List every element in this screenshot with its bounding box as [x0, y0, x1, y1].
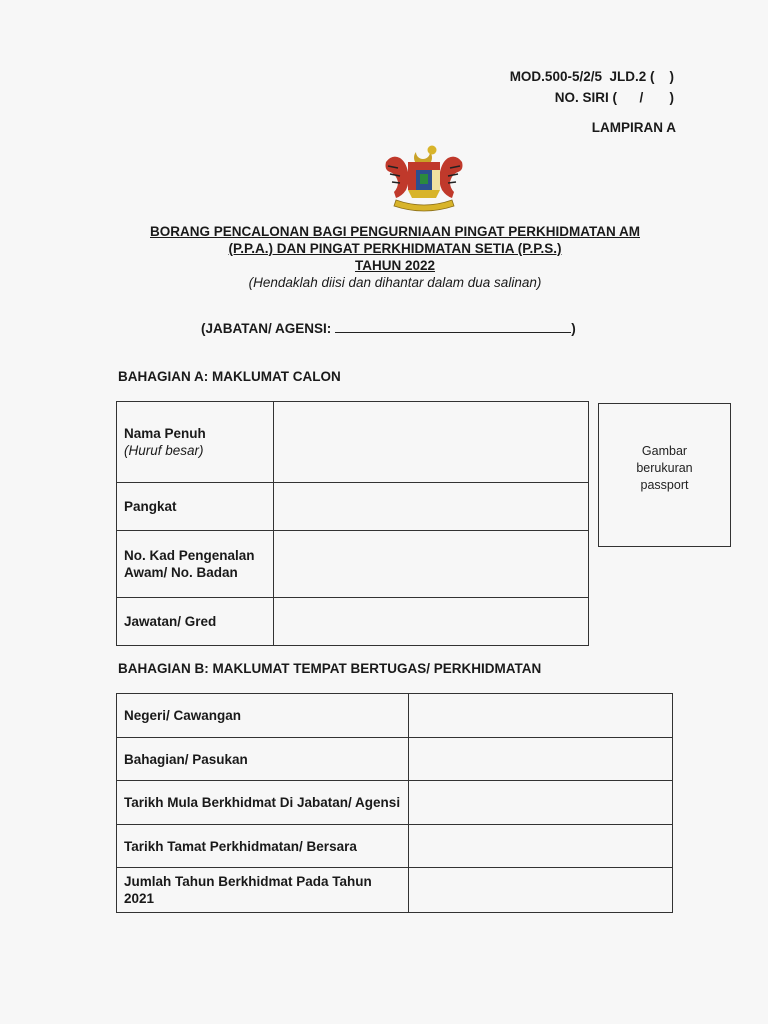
- table-row: [117, 483, 589, 531]
- full-name-field[interactable]: [274, 402, 589, 483]
- agency-label: (JABATAN/ AGENSI:: [201, 321, 332, 336]
- table-row: [117, 868, 673, 913]
- service-end-label: Tarikh Tamat Perkhidmatan/ Bersara: [117, 825, 409, 868]
- agency-line: [201, 320, 576, 336]
- title-line-3: TAHUN 2022: [354, 258, 436, 273]
- state-branch-field[interactable]: [409, 694, 673, 738]
- position-grade-label: Jawatan/ Gred: [117, 598, 274, 646]
- service-start-field[interactable]: [409, 781, 673, 825]
- division-unit-field[interactable]: [409, 738, 673, 781]
- reference-number: [510, 66, 674, 108]
- table-row: [117, 694, 673, 738]
- division-unit-label: Bahagian/ Pasukan: [117, 738, 409, 781]
- agency-blank-field[interactable]: [335, 320, 571, 333]
- section-a-title: BAHAGIAN A: MAKLUMAT CALON: [118, 369, 341, 384]
- total-years-field[interactable]: [409, 868, 673, 913]
- position-grade-field[interactable]: [274, 598, 589, 646]
- title-line-2: (P.P.A.) DAN PINGAT PERKHIDMATAN SETIA (P.P.S.): [228, 241, 562, 256]
- table-row: [117, 825, 673, 868]
- section-b-title: BAHAGIAN B: MAKLUMAT TEMPAT BERTUGAS/ PERKHIDMATAN: [118, 661, 542, 676]
- file-reference: MOD.500-5/2/5 JLD.2 ( ): [509, 69, 674, 84]
- full-name-label-text: Nama Penuh: [124, 426, 206, 441]
- full-name-label: [117, 402, 274, 483]
- table-row: [117, 781, 673, 825]
- table-row: [117, 738, 673, 781]
- attachment-label: LAMPIRAN A: [591, 120, 676, 135]
- state-branch-label: Negeri/ Cawangan: [117, 694, 409, 738]
- service-info-table: [116, 693, 673, 913]
- serial-number: NO. SIRI ( / ): [554, 90, 674, 105]
- id-number-field[interactable]: [274, 531, 589, 598]
- malaysia-coat-of-arms-icon: [376, 142, 472, 212]
- table-row: [117, 598, 589, 646]
- service-start-label: Tarikh Mula Berkhidmat Di Jabatan/ Agensi: [117, 781, 409, 825]
- photo-box-line-3: passport: [640, 478, 689, 492]
- photo-box-line-2: berukuran: [636, 461, 693, 475]
- service-end-field[interactable]: [409, 825, 673, 868]
- total-years-label: Jumlah Tahun Berkhidmat Pada Tahun 2021: [117, 868, 409, 913]
- agency-close-paren: ): [571, 321, 576, 336]
- passport-photo-box[interactable]: [598, 403, 731, 547]
- id-number-label: No. Kad Pengenalan Awam/ No. Badan: [117, 531, 274, 598]
- full-name-sublabel: (Huruf besar): [124, 443, 204, 458]
- form-title: [0, 223, 768, 291]
- rank-label: Pangkat: [117, 483, 274, 531]
- rank-field[interactable]: [274, 483, 589, 531]
- title-line-1: BORANG PENCALONAN BAGI PENGURNIAAN PINGAT PERKHIDMATAN AM: [150, 224, 640, 239]
- title-note: (Hendaklah diisi dan dihantar dalam dua salinan): [248, 275, 542, 290]
- table-row: [117, 531, 589, 598]
- table-row: [117, 402, 589, 483]
- candidate-info-table: [116, 401, 589, 646]
- photo-box-line-1: Gambar: [641, 444, 688, 458]
